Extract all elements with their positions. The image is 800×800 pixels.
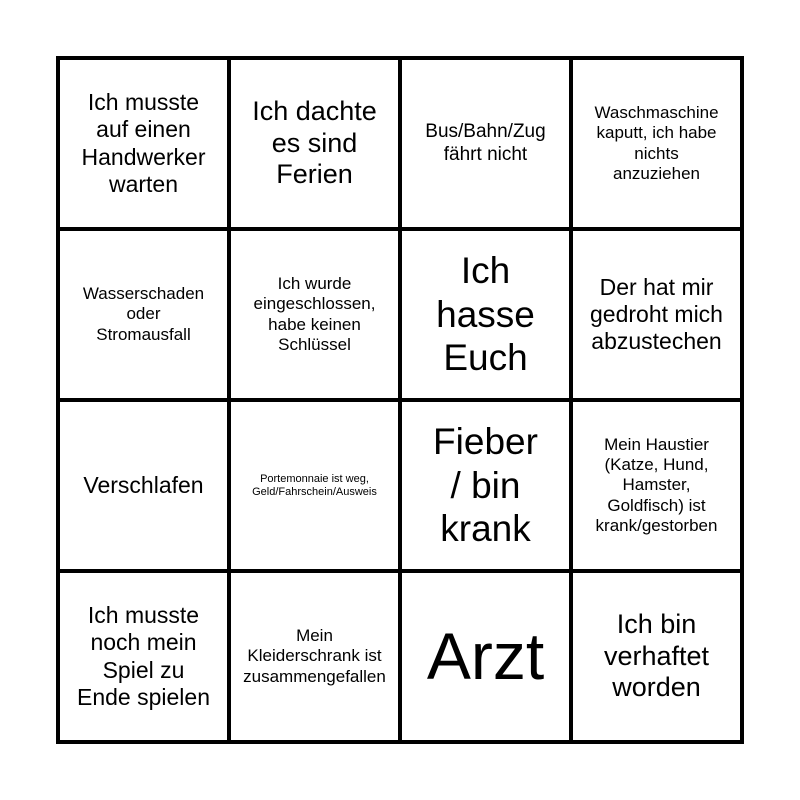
cell-text: Mein Kleiderschrank ist zusammengefallen bbox=[243, 626, 386, 686]
cell-text: Ich hasse Euch bbox=[436, 250, 535, 379]
cell-text: Arzt bbox=[426, 618, 545, 693]
cell-text: Ich musste auf einen Handwerker warten bbox=[81, 89, 206, 197]
bingo-cell[interactable] bbox=[58, 571, 229, 742]
bingo-cell[interactable] bbox=[229, 400, 400, 571]
bingo-cell[interactable] bbox=[571, 571, 742, 742]
cell-text: Ich musste noch mein Spiel zu Ende spielen bbox=[77, 602, 210, 710]
bingo-cell[interactable] bbox=[400, 400, 571, 571]
bingo-cell[interactable] bbox=[571, 400, 742, 571]
cell-text: Bus/Bahn/Zug fährt nicht bbox=[425, 121, 546, 165]
cell-text: Wasserschaden oder Stromausfall bbox=[82, 284, 205, 344]
cell-text: Fieber / bin krank bbox=[433, 421, 538, 550]
cell-text: Portemonnaie ist weg, Geld/Fahrschein/Ausweis bbox=[252, 472, 377, 498]
cell-text: Ich wurde eingeschlossen, habe keinen Schlüssel bbox=[253, 274, 376, 354]
bingo-cell[interactable] bbox=[571, 229, 742, 400]
cell-text: Verschlafen bbox=[83, 471, 204, 498]
bingo-cell[interactable] bbox=[400, 571, 571, 742]
bingo-cell[interactable] bbox=[229, 229, 400, 400]
bingo-cell[interactable] bbox=[400, 229, 571, 400]
bingo-cell[interactable] bbox=[229, 58, 400, 229]
cell-text: Ich bin verhaftet worden bbox=[603, 608, 710, 703]
cell-text: Waschmaschine kaputt, ich habe nichts anzuziehen bbox=[594, 103, 719, 183]
bingo-cell[interactable] bbox=[571, 58, 742, 229]
bingo-cell[interactable] bbox=[400, 58, 571, 229]
cell-text: Ich dachte es sind Ferien bbox=[252, 95, 377, 190]
bingo-cell[interactable] bbox=[229, 571, 400, 742]
bingo-cell[interactable] bbox=[58, 229, 229, 400]
bingo-board bbox=[56, 56, 744, 744]
bingo-cell[interactable] bbox=[58, 58, 229, 229]
cell-text: Mein Haustier (Katze, Hund, Hamster, Goldfisch) ist krank/gestorben bbox=[595, 435, 718, 535]
cell-text: Der hat mir gedroht mich abzustechen bbox=[590, 273, 723, 355]
bingo-cell[interactable] bbox=[58, 400, 229, 571]
